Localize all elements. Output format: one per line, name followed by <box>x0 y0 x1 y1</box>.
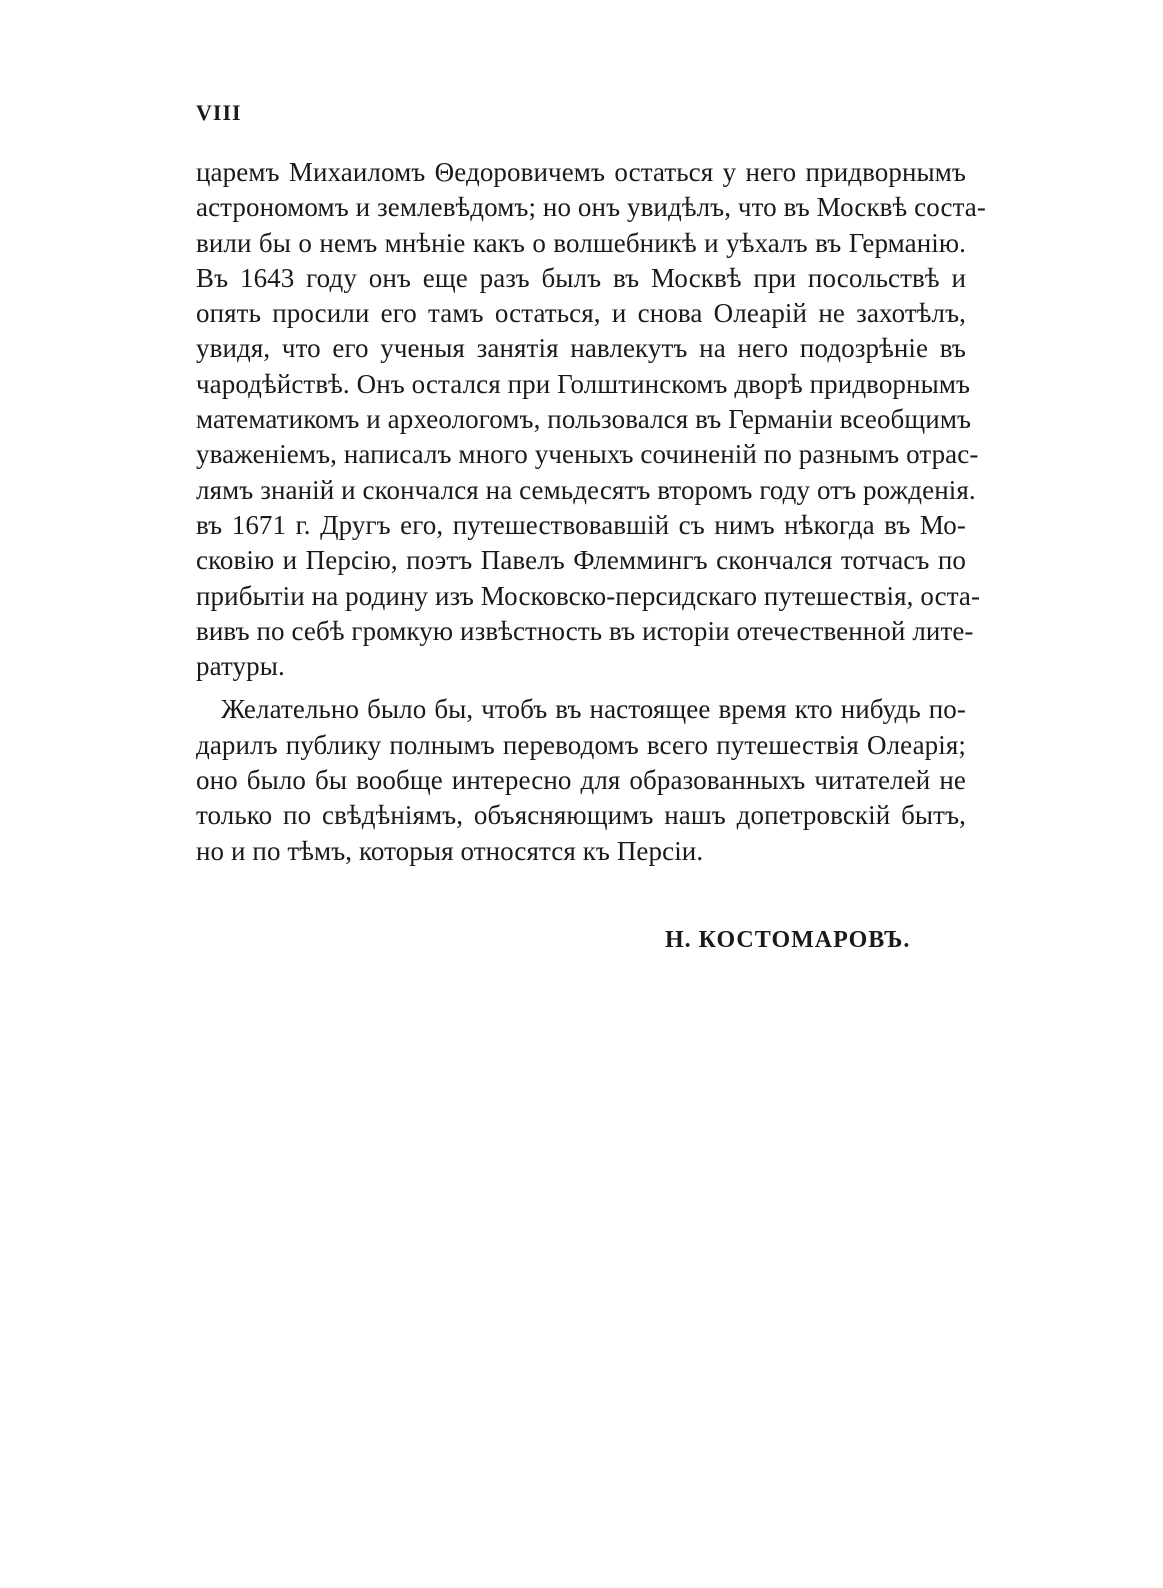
author-signature: Н. КОСТОМАРОВЪ. <box>665 927 911 953</box>
text-line: опять просили его тамъ остаться, и снова Олеарій не захотѣлъ, <box>196 298 966 329</box>
text-line: но и по тѣмъ, которыя относятся къ Персіи. <box>196 835 704 866</box>
text-line: уваженіемъ, написалъ много ученыхъ сочиненій по разнымъ отрас- <box>196 439 979 470</box>
text-line: только по свѣдѣніямъ, объясняющимъ нашъ допетровскій бытъ, <box>196 800 966 831</box>
text-line: царемъ Михаиломъ Θедоровичемъ остаться у него придворнымъ <box>196 157 966 187</box>
text-line: въ 1671 г. Другъ его, путешествовавшій съ нимъ нѣкогда въ Мо- <box>196 509 966 540</box>
text-line: увидя, что его ученыя занятія навлекутъ на него подозрѣніе въ <box>196 333 966 364</box>
paragraph-2 <box>196 692 966 868</box>
text-line: лямъ знаній и скончался на семьдесятъ второмъ году отъ рожденія. <box>196 474 976 505</box>
text-line: вили бы о немъ мнѣніе какъ о волшебникѣ и уѣхалъ въ Германію. <box>196 227 966 258</box>
text-line: прибытіи на родину изъ Московско-персидскаго путешествія, оста- <box>196 580 981 611</box>
text-line: оно было бы вообще интересно для образованныхъ читателей не <box>196 765 966 796</box>
body-text <box>196 155 986 869</box>
text-line: Въ 1643 году онъ еще разъ былъ въ Москвѣ при посольствѣ и <box>196 262 966 293</box>
page-number: VIII <box>196 100 242 125</box>
paragraph-1 <box>196 155 986 684</box>
text-line: ратуры. <box>196 651 285 682</box>
text-line: чародѣйствѣ. Онъ остался при Голштинскомъ дворѣ придворнымъ <box>196 368 971 399</box>
text-line: дарилъ публику полнымъ переводомъ всего путешествія Олеарія; <box>196 729 966 760</box>
text-line: сковію и Персію, поэтъ Павелъ Флеммингъ скончался тотчасъ по <box>196 545 966 576</box>
text-line: математикомъ и археологомъ, пользовался въ Германіи всеобщимъ <box>196 404 972 435</box>
text-line: Желательно было бы, чтобъ въ настоящее время кто нибудь по- <box>221 694 966 725</box>
text-line: астрономомъ и землевѣдомъ; но онъ увидѣлъ, что въ Москвѣ соста- <box>196 192 986 223</box>
text-line: вивъ по себѣ громкую извѣстность въ исторіи отечественной лите- <box>196 615 974 646</box>
